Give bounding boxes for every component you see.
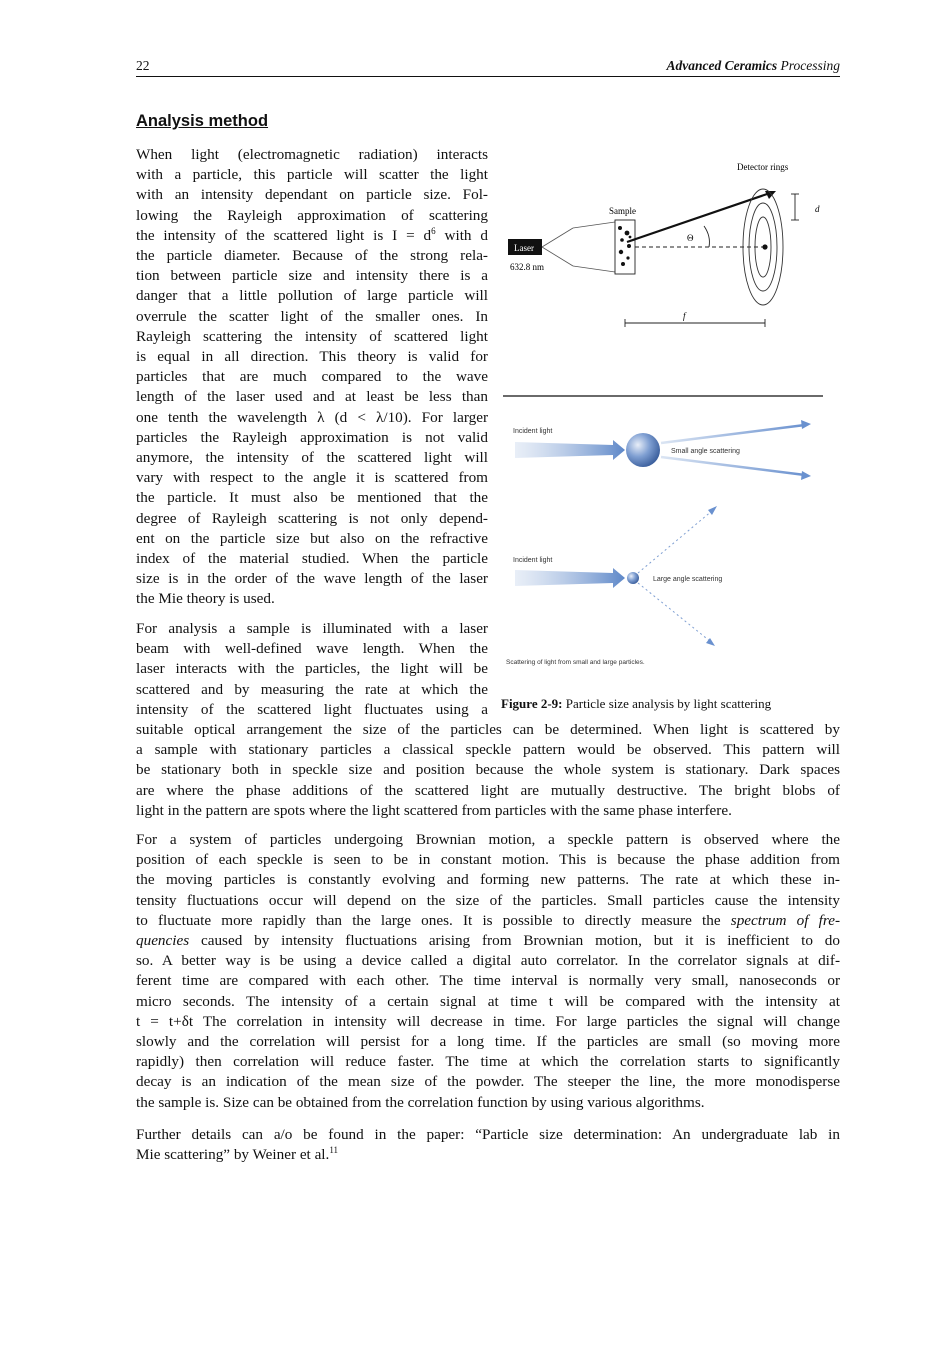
text-line: be stationary both in speckle size and position because the whole system is stationary. Dark spaces	[136, 761, 840, 779]
text-line: position of each speckle is seen to be in constant motion. This is because the phase addition from	[136, 851, 840, 869]
text-line: overrule the scatter light of the smaller ones. In	[136, 307, 488, 325]
footnote-ref: 11	[329, 1145, 338, 1156]
text-line: to fluctuate more rapidly than the large ones. It is possible to directly measure the spectrum of fre-	[136, 911, 841, 929]
incident-beam-arrow-2	[515, 568, 625, 588]
beam-edge-bottom	[542, 247, 573, 266]
text-line: tensity fluctuations occur will depend on the size of the particles. Small particles cause the intensity	[136, 891, 840, 909]
paragraph-analysis-part2	[136, 720, 840, 821]
text-line: scattered and by measuring the rate at which the	[136, 680, 488, 698]
figure-graphic	[503, 150, 825, 690]
text-line: index of the material studied. When the particle	[136, 550, 488, 568]
figure-caption-text: Particle size analysis by light scattering	[562, 696, 772, 711]
small-particle	[627, 572, 639, 584]
beam-lens-top	[573, 222, 615, 228]
laser-label: Laser	[514, 243, 534, 253]
large-particle	[626, 433, 660, 467]
detector-label: Detector rings	[737, 162, 789, 172]
figure-caption-label: Figure 2-9:	[501, 696, 563, 711]
text-line: t = t+δt The correlation in intensity will decrease in time. For large particles the signal will change	[136, 1012, 840, 1030]
text-line: lowing the Rayleigh approximation of scattering	[136, 206, 488, 224]
scatter-ray-lower	[661, 457, 805, 475]
text-line: size is in the order of the wave length of the laser	[136, 570, 488, 588]
theta-arc	[704, 226, 709, 247]
text-line: Mie scattering” by Weiner et al.$^{11}$	[136, 1145, 338, 1164]
text-line: anymore, the intensity of the scattered light will	[136, 449, 488, 467]
text-line: are where the phase additions of the scattered light are mutually destructive. The bright blobs of	[136, 781, 840, 799]
paragraph-analysis-part1	[136, 619, 488, 720]
text-line: When light (electromagnetic radiation) interacts	[136, 146, 488, 163]
text-line: quencies caused by intensity fluctuations arising from Brownian motion, but it is inefficient to do	[136, 932, 840, 950]
text-line: For a system of particles undergoing Brownian motion, a speckle pattern is observed where the	[136, 831, 840, 848]
text-line: is equal in all direction. This theory is valid for	[136, 348, 488, 366]
text-line: the particle diameter. Because of the strong rela-	[136, 247, 488, 265]
theta-label: Θ	[687, 233, 694, 243]
paragraph-further-details	[136, 1125, 840, 1165]
text-line: For analysis a sample is illuminated with a laser	[136, 620, 488, 637]
text-line: intensity of the scattered light fluctuates using a	[136, 700, 488, 718]
text-line: tion between particle size and intensity there is a	[136, 267, 488, 285]
large-angle-label: Large angle scattering	[653, 576, 723, 583]
figure-subcaption: Scattering of light from small and large particles.	[506, 659, 645, 666]
text-line: the Mie theory is used.	[136, 590, 275, 608]
paragraph-rayleigh	[136, 145, 488, 610]
text-line: rapidly) then correlation will reduce faster. The time at which the correlation starts to significantly	[136, 1053, 840, 1071]
incident-beam-arrow	[515, 440, 625, 460]
text-line: length of the laser used and at least be less than	[136, 388, 488, 406]
text-line: Further details can a/o be found in the paper: “Particle size determination: An undergraduate lab in	[136, 1126, 840, 1143]
text-line: particles that are much compared to the wave	[136, 368, 488, 386]
beam-lens-bottom	[573, 266, 615, 272]
text-line: with a particle, this particle will scatter the light	[136, 166, 488, 184]
beam-edge-top	[542, 228, 573, 247]
page-header	[136, 58, 840, 77]
d-label: d	[815, 204, 820, 214]
text-line: decay is an indication of the mean size of the powder. The steeper the line, the more monodisperse	[136, 1073, 840, 1091]
figure-caption	[501, 696, 771, 712]
incident-light-label-2: Incident light	[513, 557, 553, 564]
detector-center	[762, 244, 767, 249]
figure-particle-scattering	[503, 150, 825, 690]
text-line: particles the Rayleigh approximation is not valid	[136, 428, 488, 446]
running-title-bold: Advanced Ceramics	[666, 58, 778, 73]
text-line: the particle. It must also be mentioned that the	[136, 489, 488, 507]
text-line: danger that a little pollution of large particle will	[136, 287, 488, 305]
sample-cell	[615, 220, 635, 274]
text-line: with an intensity dependant on particle size. Fol-	[136, 186, 488, 204]
text-line: so. A better way is be using a device called a digital auto correlator. In the correlator signals at dif-	[136, 952, 840, 970]
section-heading: Analysis method	[136, 112, 269, 130]
sample-label: Sample	[609, 206, 636, 216]
small-angle-label: Small angle scattering	[671, 448, 740, 455]
scatter-dotted-upper	[638, 510, 713, 573]
paragraph-brownian	[136, 830, 840, 1113]
page-number: 22	[136, 58, 150, 73]
text-line: ent on the particle size but also on the refractive	[136, 529, 488, 547]
scatter-ray-upper	[661, 425, 805, 443]
text-line: a sample with stationary particles a classical speckle pattern would be observed. This pattern will	[136, 741, 840, 759]
f-label: f	[683, 311, 686, 321]
running-title	[667, 58, 841, 74]
text-line: the moving particles is constantly evolving and forming new patterns. The rate at which these in-	[136, 871, 840, 889]
text-line: slowly and the correlation will persist for a long time. If the particles are small (so moving more	[136, 1033, 840, 1051]
text-line: vary with respect to the angle it is scattered from	[136, 469, 488, 487]
text-line: beam with well-defined wave length. When the	[136, 640, 488, 658]
scatter-dotted-lower	[638, 583, 711, 642]
incident-light-label: Incident light	[513, 428, 553, 435]
running-title-rest: Processing	[777, 58, 840, 73]
text-line: Rayleigh scattering the intensity of scattered light	[136, 327, 488, 345]
text-line: one tenth the wavelength λ (d < λ/10). For larger	[136, 408, 488, 426]
text-line: micro seconds. The intensity of a certain signal at time t will be compared with the intensity at	[136, 992, 840, 1010]
text-line: the intensity of the scattered light is $I = d^6$ with d	[136, 225, 488, 244]
text-line: laser interacts with the particles, the light will be	[136, 660, 488, 678]
text-line: suitable optical arrangement the size of the particles can be determined. When light is scattered by	[136, 721, 840, 738]
text-line: ferent time are compared with each other. The time interval is normally very small, nanoseconds or	[136, 972, 840, 990]
text-line: degree of Rayleigh scattering is not only depend-	[136, 509, 488, 527]
text-line: the sample is. Size can be obtained from the correlation function by using various algorithms.	[136, 1093, 705, 1111]
text-line: light in the pattern are spots where the light scattered from particles with the same phase interfere.	[136, 801, 732, 819]
wavelength-label: 632.8 nm	[510, 262, 545, 272]
